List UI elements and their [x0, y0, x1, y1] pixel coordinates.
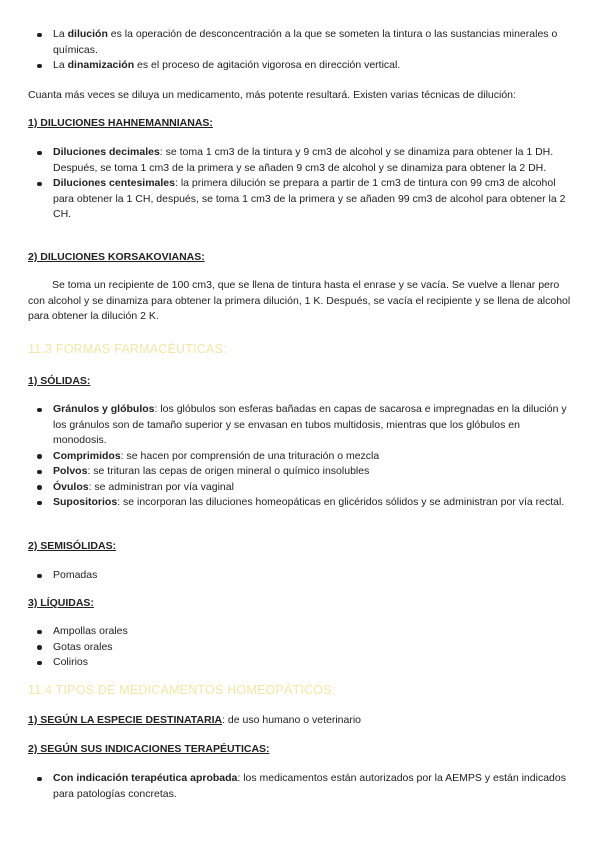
section-title-11-3: 11.3 FORMAS FARMACÉUTICAS:: [28, 342, 227, 356]
list-item: La dilución es la operación de desconcentración a la que se someten la tintura o las sustancias minerales o químicas.: [28, 27, 573, 58]
list-item: Gotas orales: [28, 640, 573, 656]
heading-semisolidas: 2) SEMISÓLIDAS:: [28, 540, 117, 552]
list-item: Supositorios: se incorporan las diluciones homeopáticas en glicéridos sólidos y se administran por vía rectal.: [28, 495, 573, 511]
list-item: Colirios: [28, 655, 573, 671]
intro-list: [28, 27, 573, 74]
list-item: Diluciones decimales: se toma 1 cm3 de la tintura y 9 cm3 de alcohol y se dinamiza para obtener la 1 DH. Después, se toma 1 cm3 de la primera y se añaden 9 cm3 de alcohol y se dinamiza para obtener la 2 DH.: [28, 145, 573, 176]
especie-destinataria: 1) SEGÚN LA ESPECIE DESTINATARIA: de uso humano o veterinario: [28, 714, 361, 726]
list-item: La dinamización es el proceso de agitación vigorosa en dirección vertical.: [28, 58, 573, 74]
list-item: Polvos: se trituran las cepas de origen mineral o químico insolubles: [28, 464, 573, 480]
liquidas-list: [28, 624, 573, 671]
intro-paragraph: Cuanta más veces se diluya un medicamento, más potente resultará. Existen varias técnicas de dilución:: [28, 89, 516, 101]
hahnemann-list: [28, 145, 573, 223]
heading-liquidas: 3) LÍQUIDAS:: [28, 597, 94, 609]
list-item: Ampollas orales: [28, 624, 573, 640]
list-item: Con indicación terapéutica aprobada: los medicamentos están autorizados por la AEMPS y están indicados para patologías concretas.: [28, 771, 573, 802]
heading-korsakovianas: 2) DILUCIONES KORSAKOVIANAS:: [28, 251, 205, 263]
section-title-11-4: 11.4 TIPOS DE MEDICAMENTOS HOMEOPÁTICOS:: [28, 683, 336, 697]
list-item: Pomadas: [28, 568, 573, 584]
heading-solidas: 1) SÓLIDAS:: [28, 375, 91, 387]
list-item: Diluciones centesimales: la primera dilución se prepara a partir de 1 cm3 de tintura con 99 cm3 de alcohol para obtener la 1 CH, después, se toma 1 cm3 de la primera y se añaden 99 cm3 de alcohol para obtener la 2 CH.: [28, 176, 573, 223]
list-item: Comprimidos: se hacen por comprensión de una trituración o mezcla: [28, 449, 573, 465]
heading-indicaciones: 2) SEGÚN SUS INDICACIONES TERAPÉUTICAS:: [28, 743, 270, 755]
heading-hahnemannianas: 1) DILUCIONES HAHNEMANNIANAS:: [28, 117, 213, 129]
indicaciones-list: [28, 771, 573, 802]
semisolidas-list: [28, 568, 573, 584]
korsakov-paragraph: Se toma un recipiente de 100 cm3, que se llena de tintura hasta el enrase y se vacía. Se vuelve a llenar pero con alcohol y se dinamiza para obtener la primera dilución, 1 K. Después, se vacía el recipiente y se llena de alcohol para obtener la dilución 2 K.: [28, 279, 571, 322]
solidas-list: [28, 402, 573, 511]
list-item: Gránulos y glóbulos: los glóbulos son esferas bañadas en capas de sacarosa e impregnadas en la dilución y los gránulos son de tamaño superior y se envasan en tubos multidosis, mientras que los glóbulos en monodosis.: [28, 402, 573, 449]
list-item: Óvulos: se administran por vía vaginal: [28, 480, 573, 496]
